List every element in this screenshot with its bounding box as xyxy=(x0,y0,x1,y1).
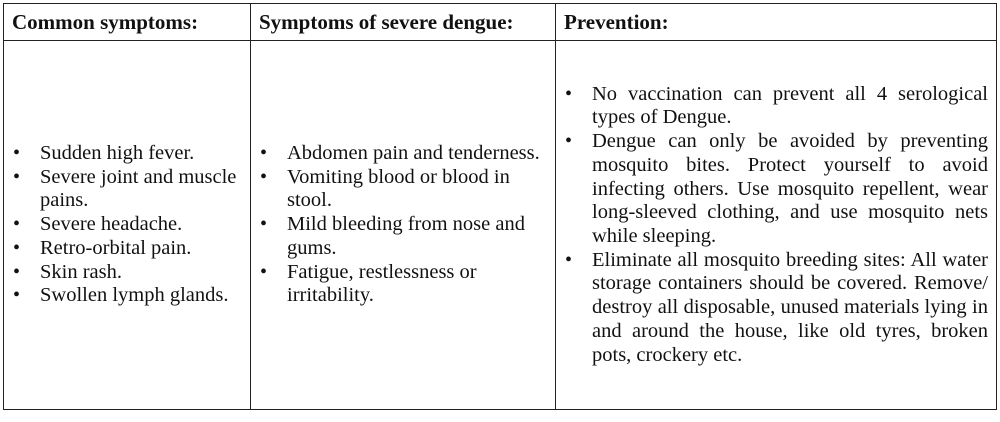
list-item: • Dengue can only be avoided by preventing mosquito bites. Protect yourself to avoid infecting others. Use mosquito repellent, wear long-sleeved clothing, and use mosquito nets while sleeping. xyxy=(562,130,988,249)
common-symptoms-cell xyxy=(4,41,251,410)
list-item: • Mild bleeding from nose and gums. xyxy=(257,213,547,260)
list-item: • Abdomen pain and tenderness. xyxy=(257,142,547,166)
list-item: • Fatigue, restlessness or irritability. xyxy=(257,261,547,308)
prevention-list xyxy=(562,83,988,367)
header-row xyxy=(4,4,997,41)
list-item: • Sudden high fever. xyxy=(10,142,242,166)
content-row xyxy=(4,41,997,410)
common-symptoms-list xyxy=(10,142,242,308)
list-item: • Vomiting blood or blood in stool. xyxy=(257,166,547,213)
list-item: • No vaccination can prevent all 4 serological types of Dengue. xyxy=(562,83,988,130)
list-item: • Severe joint and muscle pains. xyxy=(10,166,242,213)
list-item: • Eliminate all mosquito breeding sites: All water storage containers should be covered. Remove/ destroy all disposable, unused materials lying in and around the house, like old tyres, broken pots, crockery etc. xyxy=(562,249,988,368)
list-item: • Skin rash. xyxy=(10,261,242,285)
list-item: • Retro-orbital pain. xyxy=(10,237,242,261)
header-severe-symptoms: Symptoms of severe dengue: xyxy=(251,4,556,41)
prevention-cell xyxy=(556,41,997,410)
list-item: • Severe headache. xyxy=(10,213,242,237)
dengue-info-table xyxy=(3,3,997,410)
severe-symptoms-cell xyxy=(251,41,556,410)
list-item: • Swollen lymph glands. xyxy=(10,284,242,308)
severe-symptoms-list xyxy=(257,142,547,308)
header-common-symptoms: Common symptoms: xyxy=(4,4,251,41)
header-prevention: Prevention: xyxy=(556,4,997,41)
